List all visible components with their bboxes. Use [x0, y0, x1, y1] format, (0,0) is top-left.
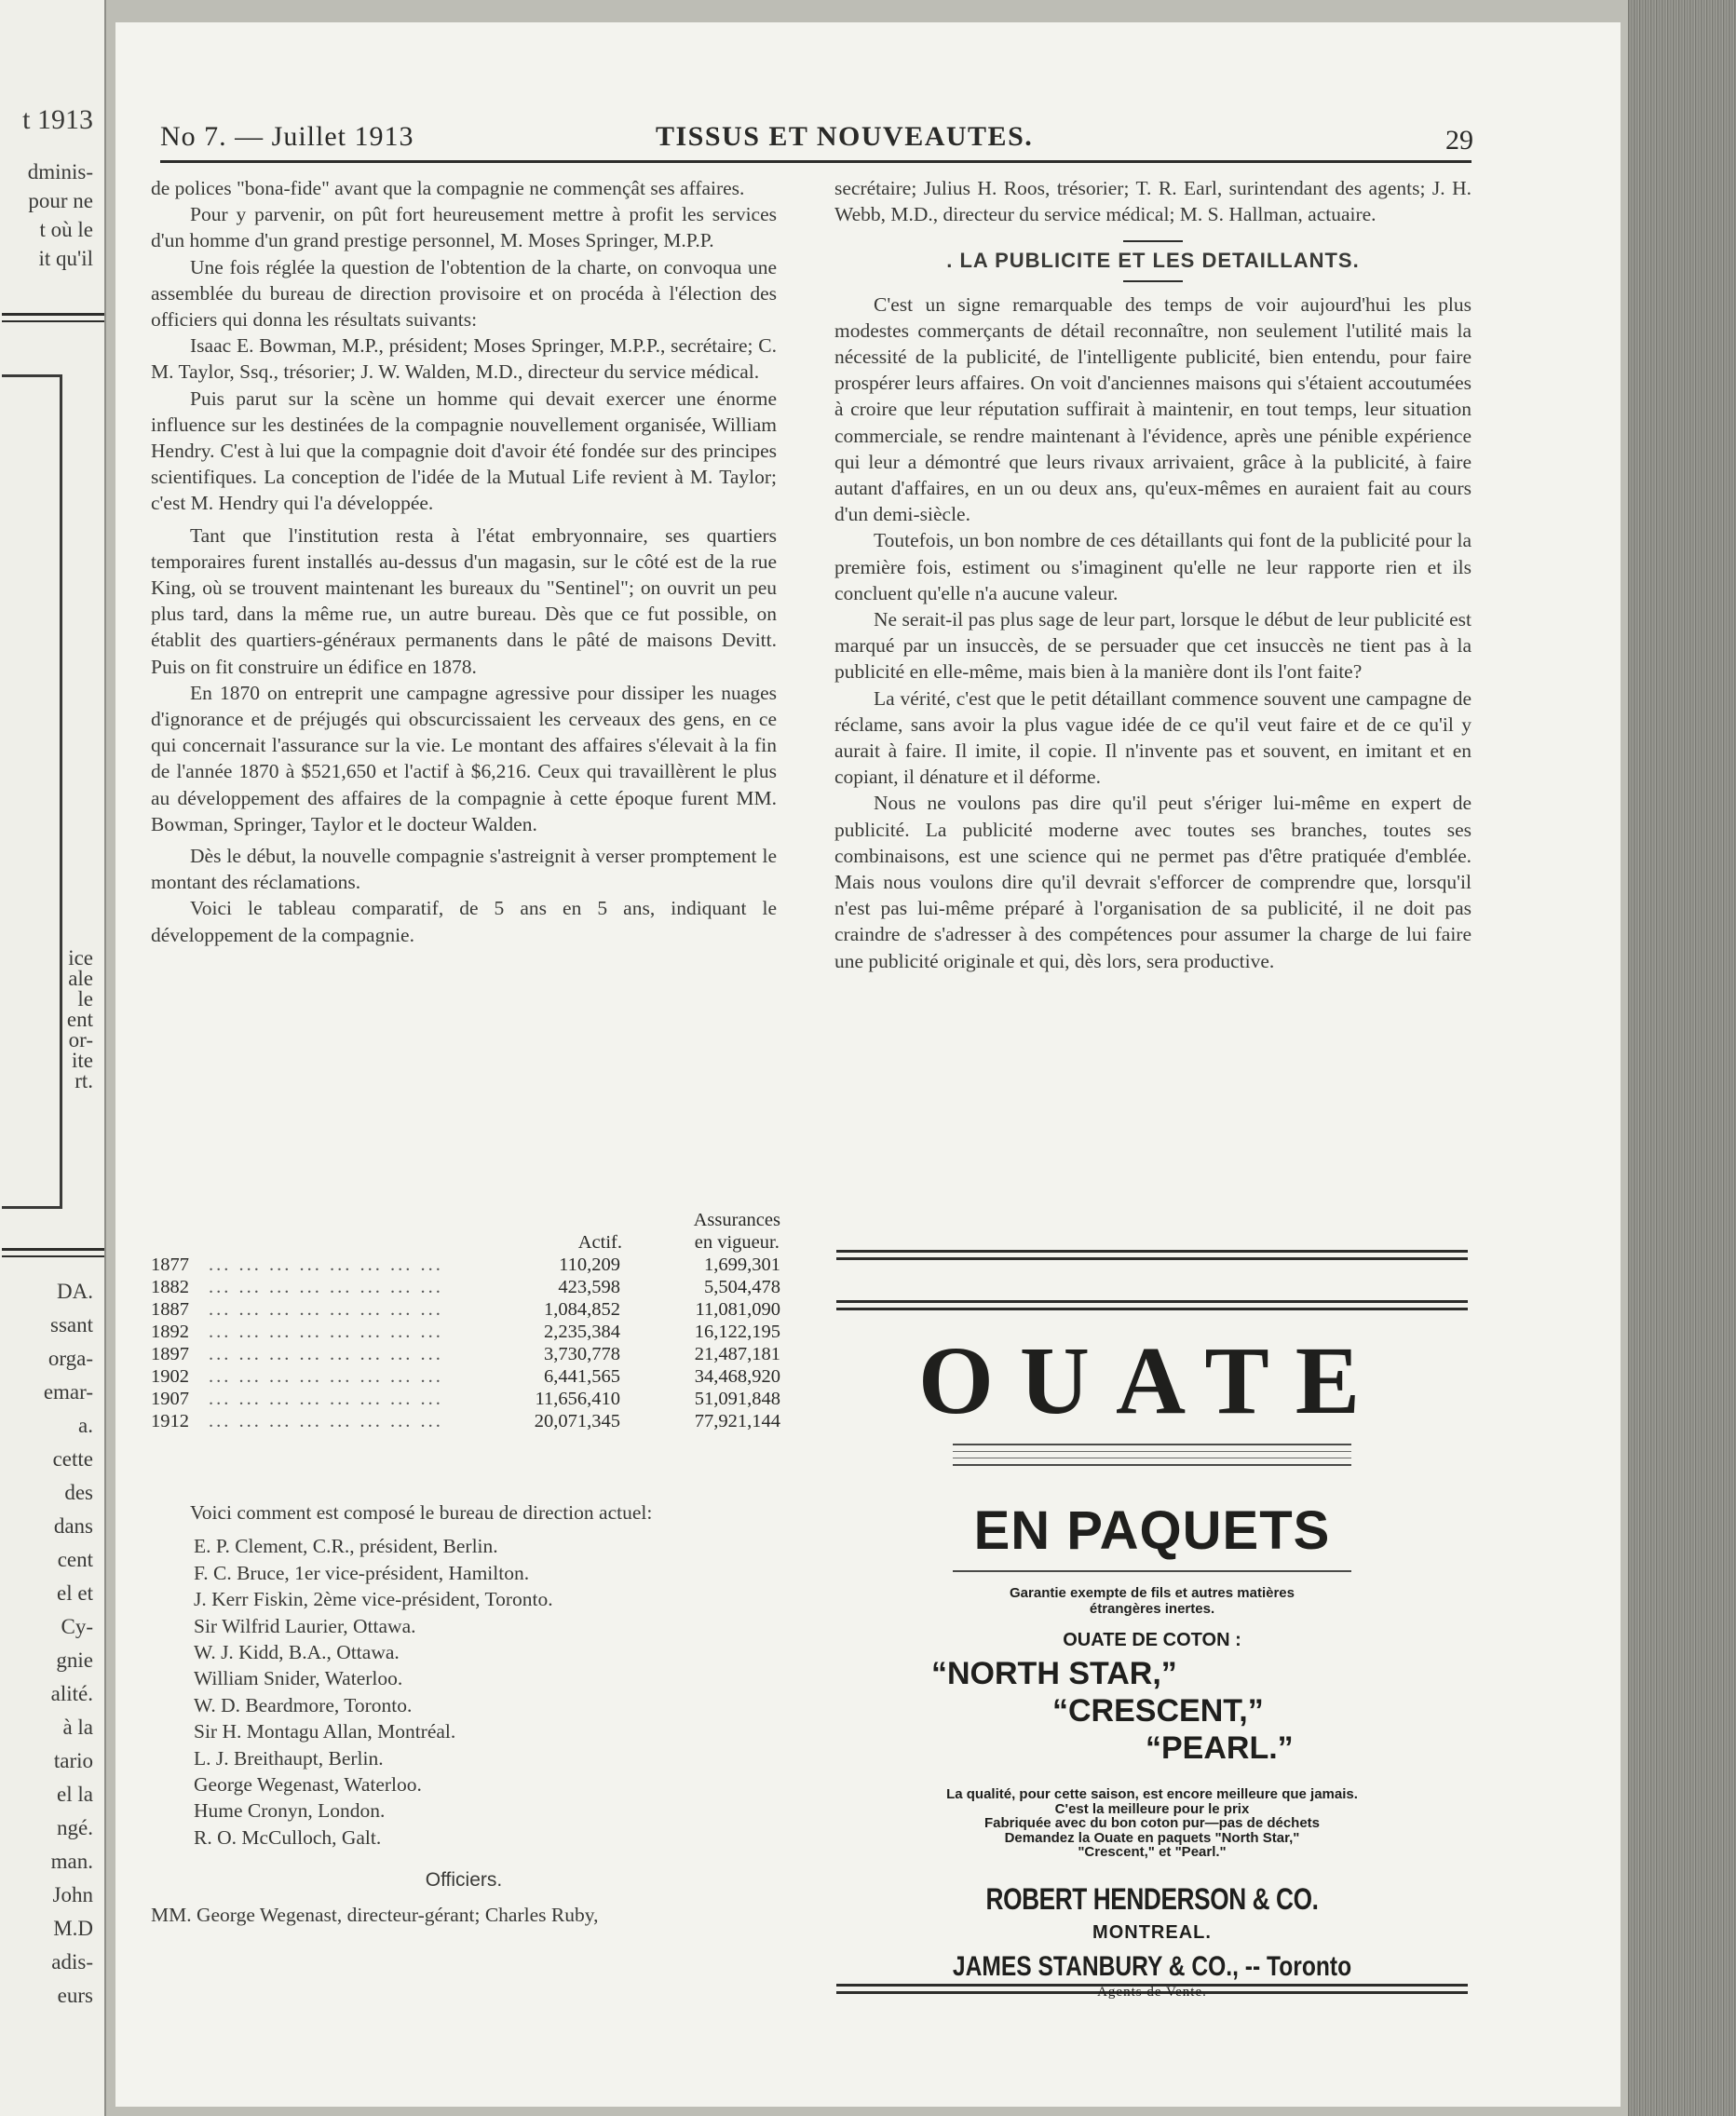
left-column: [151, 175, 777, 948]
ad-quality-line: Fabriquée avec du bon coton pur—pas de déchets: [983, 1815, 1321, 1831]
row-leader-dots: ... ... ... ... ... ... ... ...: [209, 1389, 443, 1409]
row-assurances: 16,122,195: [694, 1322, 780, 1342]
previous-page-rule: [2, 1248, 104, 1251]
board-list: [194, 1533, 777, 1851]
board-member: J. Kerr Fiskin, 2ème vice-président, Toronto.: [194, 1588, 553, 1611]
table-row: [151, 1388, 780, 1410]
row-year: 1902: [151, 1366, 189, 1387]
ad-quality-line: Demandez la Ouate en paquets "North Star,": [1004, 1829, 1300, 1846]
board-member: W. D. Beardmore, Toronto.: [194, 1693, 413, 1716]
previous-page-line: ite: [72, 1049, 93, 1072]
row-leader-dots: ... ... ... ... ... ... ... ...: [209, 1299, 443, 1320]
right-column: [834, 175, 1472, 974]
magazine-title: TISSUS ET NOUVEAUTES.: [656, 121, 1034, 152]
ad-brand-name: “PEARL.”: [1146, 1730, 1294, 1766]
ad-firm: ROBERT HENDERSON & CO.: [985, 1881, 1319, 1916]
table-row: [151, 1276, 780, 1298]
ad-city: MONTREAL.: [1092, 1921, 1212, 1943]
previous-page-line: ent: [66, 1008, 93, 1031]
previous-page-line: pour ne: [28, 189, 93, 212]
previous-page-line: cent: [57, 1548, 93, 1571]
previous-page-line: John: [52, 1883, 93, 1906]
ad-brand-crescent: [836, 1692, 1468, 1729]
previous-page-line: ssant: [50, 1313, 93, 1336]
row-leader-dots: ... ... ... ... ... ... ... ...: [209, 1322, 443, 1342]
previous-page-rule: [2, 1255, 104, 1257]
ad-rule: [953, 1570, 1351, 1572]
board-intro: Voici comment est composé le bureau de direction actuel:: [190, 1501, 653, 1524]
ad-brand-pearl: [836, 1729, 1468, 1767]
row-leader-dots: ... ... ... ... ... ... ... ...: [209, 1277, 443, 1297]
ad-brand-north-star: [836, 1655, 1468, 1692]
row-assurances: 21,487,181: [694, 1344, 780, 1364]
ad-top-rule-2: [836, 1257, 1468, 1260]
board-section: [151, 1499, 777, 1928]
row-actif: 1,084,852: [544, 1299, 620, 1320]
row-assurances: 51,091,848: [694, 1389, 780, 1409]
board-member: Hume Cronyn, London.: [194, 1799, 386, 1823]
row-leader-dots: ... ... ... ... ... ... ... ...: [209, 1366, 443, 1387]
left-paragraph: Voici le tableau comparatif, de 5 ans en 5 ans, indiquant le développement de la compagnie.: [151, 897, 777, 946]
table-row: [151, 1365, 780, 1388]
row-year: 1882: [151, 1277, 189, 1297]
previous-page-line: eurs: [57, 1984, 93, 2007]
ad-guarantee: étrangères inertes.: [1089, 1601, 1215, 1617]
ad-agent-firm: JAMES STANBURY & CO., -- Toronto: [952, 1950, 1352, 1982]
ad-quality-line: "Crescent," et "Pearl.": [1078, 1844, 1227, 1860]
issue-label: No 7. — Juillet 1913: [160, 121, 414, 152]
ad-headline: OUATE: [917, 1327, 1387, 1434]
left-paragraph: Isaac E. Bowman, M.P., président; Moses Springer, M.P.P., secrétaire; C. M. Taylor, Ssq., trésorier; J. W. Walden, M.D., directeur du service médical.: [151, 334, 777, 384]
previous-page-line: emar-: [43, 1380, 93, 1404]
previous-page-line: a.: [78, 1414, 93, 1437]
advertisement: [836, 1308, 1468, 2068]
row-year: 1877: [151, 1255, 189, 1275]
ad-rule: [953, 1451, 1351, 1452]
board-member: W. J. Kidd, B.A., Ottawa.: [194, 1641, 400, 1664]
table-row: [151, 1410, 780, 1432]
right-paragraph: La vérité, c'est que le petit détaillant commence souvent une campagne de réclame, sans avoir la plus vague idée de ce qu'il veut faire et de ce qu'il y aurait à faire. Il imite, il copie. Il n'invente pas et souvent, en imitant et en copiant, il dénature et il déforme.: [834, 686, 1472, 789]
ad-subheadline: EN PAQUETS: [973, 1500, 1331, 1561]
row-assurances: 5,504,478: [704, 1277, 780, 1297]
previous-page-line: DA.: [57, 1280, 93, 1303]
previous-page-header: t 1913: [22, 104, 93, 135]
previous-page-line: ice: [68, 946, 93, 970]
board-member: L. J. Breithaupt, Berlin.: [194, 1746, 384, 1770]
row-actif: 2,235,384: [544, 1322, 620, 1342]
left-paragraph: de polices "bona-fide" avant que la compagnie ne commençât ses affaires.: [151, 177, 745, 199]
row-year: 1907: [151, 1389, 189, 1409]
section-title: . LA PUBLICITE ET LES DETAILLANTS.: [946, 249, 1360, 273]
previous-page-line: man.: [50, 1850, 93, 1873]
ad-brand-name: “CRESCENT,”: [1052, 1693, 1264, 1729]
previous-page-line: dminis-: [27, 160, 93, 183]
row-year: 1897: [151, 1344, 189, 1364]
previous-page-line: le: [77, 987, 93, 1011]
book-spine: [1628, 0, 1736, 2116]
previous-page-rule: [2, 320, 104, 322]
ad-quality-text: [933, 1787, 1371, 1860]
right-paragraph: Ne serait-il pas plus sage de leur part, lorsque le début de leur publicité est marqué par un insuccès, de se persuader que cet insuccès ne tient pas à la publicité en elle-même, mais bien à la manière dont ils l'ont faite?: [834, 608, 1472, 684]
previous-page-line: ale: [68, 967, 93, 990]
board-member: Sir H. Montagu Allan, Montréal.: [194, 1720, 456, 1743]
previous-page-box: [2, 374, 62, 1209]
table-row: [151, 1343, 780, 1365]
previous-page-line: gnie: [56, 1648, 93, 1672]
header-rule: [160, 160, 1472, 163]
previous-page-line: t où le: [39, 218, 93, 241]
row-year: 1892: [151, 1322, 189, 1342]
page-number: 29: [1445, 125, 1473, 156]
left-paragraph: Une fois réglée la question de l'obtention de la charte, on convoqua une assemblée du bureau de direction provisoire et on procéda à l'élection des officiers qui donna les résultats suivants:: [151, 255, 777, 332]
section-divider: [1123, 240, 1183, 242]
row-actif: 423,598: [558, 1277, 620, 1297]
ad-ouate-coton: OUATE DE COTON :: [1063, 1630, 1241, 1650]
officers-heading: Officiers.: [425, 1869, 503, 1892]
section-divider: [1123, 280, 1183, 282]
previous-page-line: ngé.: [57, 1816, 93, 1839]
left-paragraph: En 1870 on entreprit une campagne agressive pour dissiper les nuages d'ignorance et de préjugés qui obscurcissaient les cerveaux des gens, en ce qui concernait l'assurance sur la vie. Le montant des affaires s'élevait à la fin de l'année 1870 à $521,650 et l'actif à $6,216. Ceux qui travaillèrent le plus au développement des affaires de la compagnie à cette époque furent MM. Bowman, Springer, Taylor et le docteur Walden.: [151, 681, 777, 835]
row-year: 1887: [151, 1299, 189, 1320]
ad-agent-label: Agents de Vente.: [1097, 1984, 1207, 2000]
previous-page-line: dans: [53, 1514, 93, 1538]
row-leader-dots: ... ... ... ... ... ... ... ...: [209, 1411, 443, 1431]
row-assurances: 1,699,301: [704, 1255, 780, 1275]
row-actif: 6,441,565: [544, 1366, 620, 1387]
comparison-table: [151, 1207, 780, 1432]
previous-page-line: orga-: [47, 1347, 93, 1370]
row-actif: 110,209: [559, 1255, 620, 1275]
row-assurances: 34,468,920: [694, 1366, 780, 1387]
left-paragraph: Dès le début, la nouvelle compagnie s'astreignit à verser promptement le montant des réclamations.: [151, 845, 777, 894]
column-header-assurances-line1: Assurances: [693, 1210, 780, 1230]
board-member: Sir Wilfrid Laurier, Ottawa.: [194, 1614, 416, 1637]
previous-page-line: rt.: [75, 1069, 93, 1092]
page-header: [160, 121, 1473, 158]
previous-page-line: cette: [52, 1447, 93, 1471]
row-year: 1912: [151, 1411, 189, 1431]
table-body: [151, 1254, 780, 1432]
row-assurances: 11,081,090: [695, 1299, 780, 1320]
ad-rule: [953, 1444, 1351, 1445]
officers-text: MM. George Wegenast, directeur-gérant; Charles Ruby,: [151, 1903, 599, 1926]
previous-page-line: el et: [57, 1581, 93, 1605]
right-continuation: secrétaire; Julius H. Roos, trésorier; T. R. Earl, surintendant des agents; J. H. Webb, M.D., directeur du service médical; M. S. Hallman, actuaire.: [834, 177, 1472, 226]
previous-page-line: adis-: [51, 1950, 93, 1974]
ad-brand-name: “NORTH STAR,”: [931, 1656, 1177, 1691]
row-assurances: 77,921,144: [694, 1411, 780, 1431]
left-paragraph: Puis parut sur la scène un homme qui devait exercer une énorme influence sur les destinées de la compagnie nouvellement organisée, William Hendry. C'est à lui que la compagnie doit d'avoir été fondée sur des principes scientifiques. La conception de l'idée de la Mutual Life revient à M. Taylor; c'est M. Hendry qui l'a développée.: [151, 387, 777, 515]
previous-page-line: des: [64, 1481, 93, 1504]
left-paragraph: Tant que l'institution resta à l'état embryonnaire, ses quartiers temporaires furent installés au-dessus d'un magasin, sur le côté est de la rue King, où se trouvent maintenant les bureaux du "Sentinel"; on ouvrit un peu plus tard, dans la même rue, un autre bureau. Dès que ce fut possible, on établit des quartiers-généraux permanents dans le pâté de maisons Devitt. Puis on fit construire un édifice en 1878.: [151, 523, 777, 678]
row-actif: 3,730,778: [544, 1344, 620, 1364]
column-header-actif: Actif.: [577, 1232, 622, 1253]
board-member: F. C. Bruce, 1er vice-président, Hamilton.: [194, 1561, 530, 1584]
board-member: William Snider, Waterloo.: [194, 1667, 403, 1690]
previous-page-line: el la: [57, 1783, 93, 1806]
previous-page-rule: [2, 313, 104, 316]
ad-guarantee: Garantie exempte de fils et autres matières: [1010, 1585, 1295, 1601]
row-actif: 20,071,345: [534, 1411, 620, 1431]
row-actif: 11,656,410: [535, 1389, 620, 1409]
ad-rule: [953, 1464, 1351, 1466]
ad-top-rule-1: [836, 1250, 1468, 1253]
table-row: [151, 1298, 780, 1321]
ad-quality-line: La qualité, pour cette saison, est encore meilleure que jamais. C'est la meilleure pour le prix: [946, 1786, 1358, 1817]
ad-top-rule-3: [836, 1300, 1468, 1303]
left-paragraph: Pour y parvenir, on pût fort heureusement mettre à profit les services d'un homme d'un grand prestige personnel, M. Moses Springer, M.P.P.: [151, 203, 777, 252]
board-member: R. O. McCulloch, Galt.: [194, 1825, 382, 1849]
row-leader-dots: ... ... ... ... ... ... ... ...: [209, 1344, 443, 1364]
right-paragraph: C'est un signe remarquable des temps de voir aujourd'hui les plus modestes commerçants de détail reconnaître, non seulement l'utilité mais la nécessité de la publicité, de l'intelligente publicité, bien entendu, pour faire prospérer leurs affaires. On voit d'anciennes maisons qui s'étaient accoutumées à croire que leur réputation suffirait à maintenir, en tout temps, leur situation commerciale, se rendre maintenant à l'évidence, après une pénible expérience qui leur a démontré que leurs rivaux arrivaient, grâce à la publicité, à faire autant d'affaires, en un ou deux ans, qu'eux-mêmes en auraient fait au cours d'un demi-siècle.: [834, 292, 1472, 526]
previous-page-line: Cy-: [61, 1615, 93, 1638]
previous-page-line: à la: [62, 1716, 93, 1739]
previous-page-line: or-: [68, 1028, 93, 1051]
table-header: [151, 1207, 780, 1254]
previous-page-line: M.D: [53, 1917, 93, 1940]
board-member: George Wegenast, Waterloo.: [194, 1773, 422, 1797]
board-member: E. P. Clement, C.R., président, Berlin.: [194, 1535, 498, 1558]
column-header-assurances: [694, 1209, 780, 1254]
row-leader-dots: ... ... ... ... ... ... ... ...: [209, 1255, 443, 1275]
previous-page-line: alité.: [50, 1682, 93, 1705]
table-row: [151, 1321, 780, 1343]
right-paragraph: Nous ne voulons pas dire qu'il peut s'ériger lui-même en expert de publicité. La publicité moderne avec toutes ses branches, toutes ses combinaisons, est une science qui ne permet pas d'être pratiquée d'emblée. Mais nous voulons dire qu'il devrait s'efforcer de comprendre que, lorsqu'il n'est pas lui-même préparé à l'organisation de sa publicité, il ne doit pas craindre de s'adresser à des compétences pour assumer la charge de lui faire une publicité originale et qui, dès lors, sera productive.: [834, 792, 1472, 972]
previous-page-line: tario: [53, 1749, 93, 1772]
column-header-assurances-line2: en vigueur.: [694, 1232, 780, 1253]
previous-page-line: it qu'il: [38, 247, 93, 270]
table-row: [151, 1254, 780, 1276]
right-paragraph: Toutefois, un bon nombre de ces détaillants qui font de la publicité pour la première fois, estiment ou s'imaginent qu'elle ne leur rapporte rien et ils concluent qu'elle n'a aucune valeur.: [834, 529, 1472, 604]
